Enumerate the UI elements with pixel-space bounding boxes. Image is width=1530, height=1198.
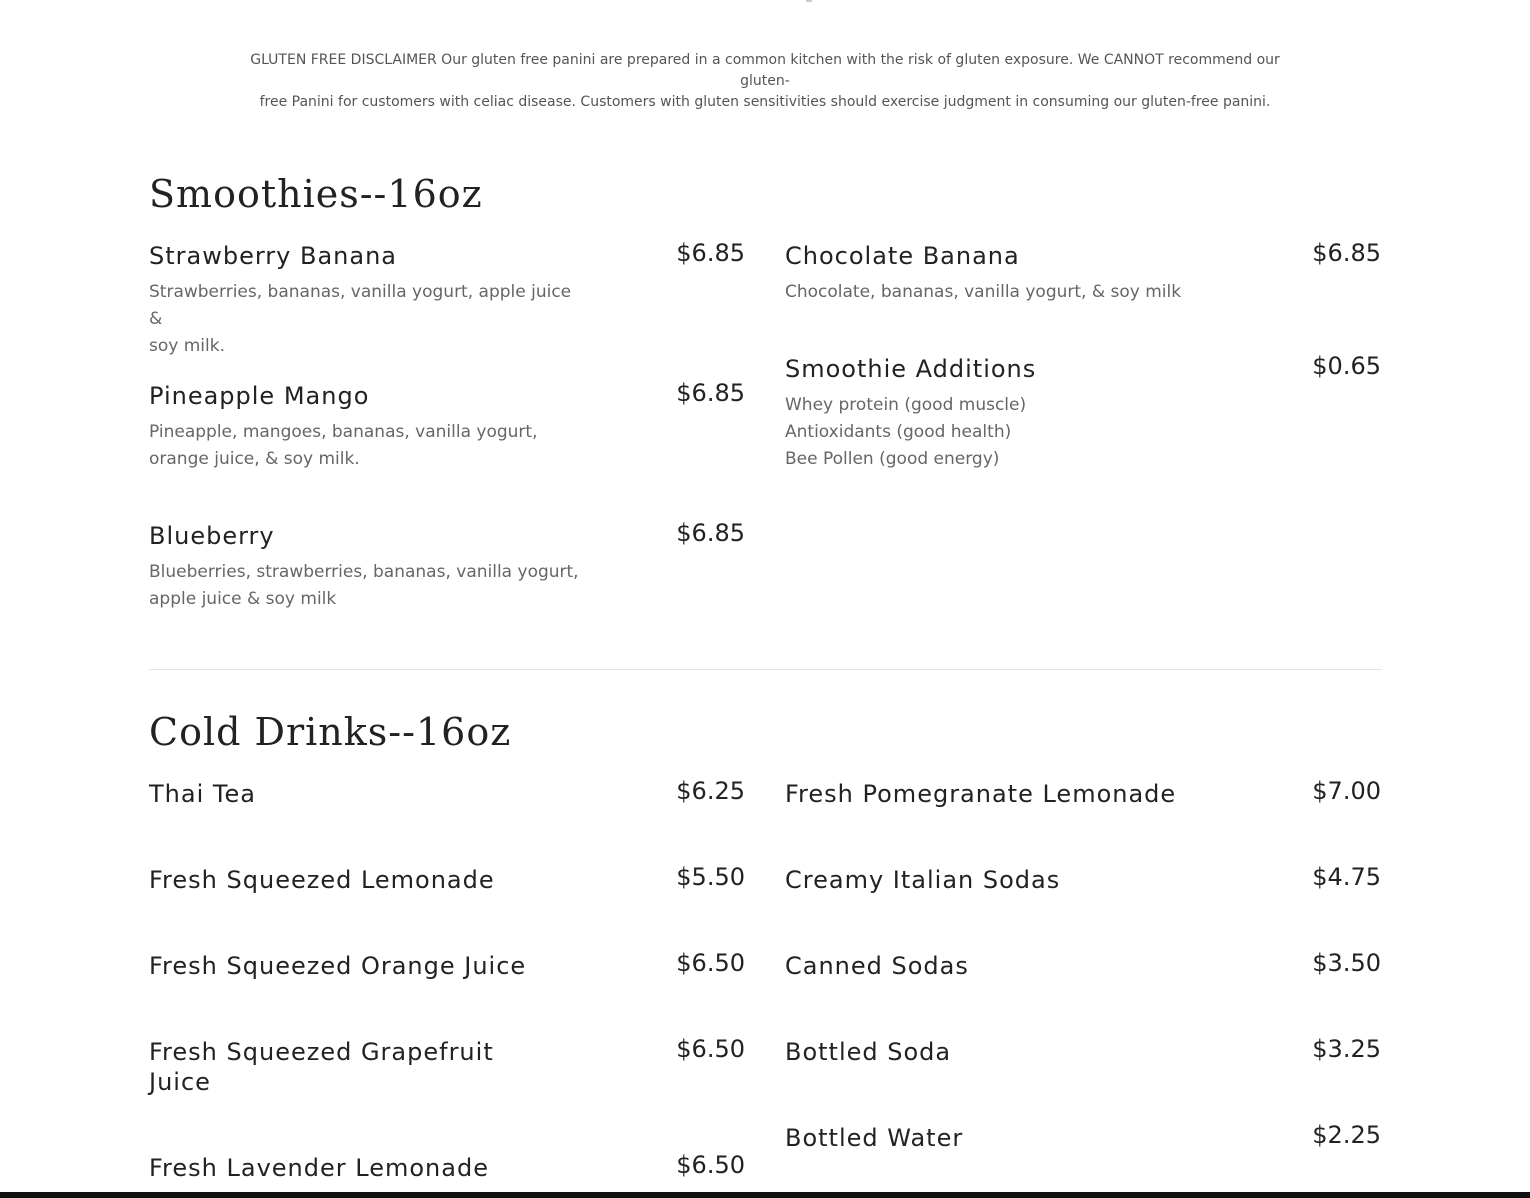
item-price: $6.50 bbox=[676, 1035, 745, 1063]
description-line: orange juice, & soy milk. bbox=[149, 449, 360, 469]
description-line: Bee Pollen (good energy) bbox=[785, 449, 1000, 469]
top-edge-mark bbox=[806, 0, 812, 2]
item-price: $6.85 bbox=[676, 519, 745, 547]
item-description bbox=[149, 279, 589, 360]
description-line: Chocolate, bananas, vanilla yogurt, & soy milk bbox=[785, 282, 1182, 302]
description-line: soy milk. bbox=[149, 336, 225, 356]
item-description bbox=[149, 419, 589, 473]
menu-item-smoothie-additions bbox=[785, 354, 1381, 484]
item-name: Bottled Water bbox=[785, 1124, 964, 1152]
menu-item-blueberry bbox=[149, 521, 745, 621]
menu-item-fresh-pomegranate-lemonade bbox=[785, 779, 1381, 819]
disclaimer-line: GLUTEN FREE DISCLAIMER Our gluten free panini are prepared in a common kitchen with the risk of gluten exposure. We CANNOT recommend our gluten- bbox=[250, 52, 1280, 89]
menu-item-fresh-squeezed-lemonade bbox=[149, 865, 745, 905]
menu-item-canned-sodas bbox=[785, 951, 1381, 991]
smoothies-section-title: Smoothies--16oz bbox=[149, 172, 483, 216]
menu-item-fresh-squeezed-grapefruit-juice bbox=[149, 1037, 745, 1107]
item-name: Creamy Italian Sodas bbox=[785, 866, 1061, 894]
item-price: $3.50 bbox=[1312, 949, 1381, 977]
item-name: Canned Sodas bbox=[785, 952, 969, 980]
item-name: Pineapple Mango bbox=[149, 382, 370, 410]
item-description bbox=[785, 279, 1225, 306]
item-price: $3.25 bbox=[1312, 1035, 1381, 1063]
item-price: $6.85 bbox=[1312, 239, 1381, 267]
menu-item-pineapple-mango bbox=[149, 381, 745, 481]
cold-drinks-section-title: Cold Drinks--16oz bbox=[149, 710, 512, 754]
item-price: $4.75 bbox=[1312, 863, 1381, 891]
item-price: $0.65 bbox=[1312, 352, 1381, 380]
menu-item-creamy-italian-sodas bbox=[785, 865, 1381, 905]
item-price: $7.00 bbox=[1312, 777, 1381, 805]
menu-item-fresh-squeezed-orange-juice bbox=[149, 951, 745, 991]
menu-item-thai-tea bbox=[149, 779, 745, 819]
item-price: $5.50 bbox=[676, 863, 745, 891]
item-name: Fresh Squeezed Orange Juice bbox=[149, 952, 527, 980]
item-price: $6.85 bbox=[676, 379, 745, 407]
section-divider bbox=[149, 669, 1382, 670]
bottom-edge-bar bbox=[0, 1192, 1530, 1198]
item-price: $6.25 bbox=[676, 777, 745, 805]
disclaimer-line: free Panini for customers with celiac disease. Customers with gluten sensitivities should exercise judgment in consuming our gluten-free panini. bbox=[259, 94, 1271, 110]
item-name: Bottled Soda bbox=[785, 1038, 952, 1066]
item-price: $6.85 bbox=[676, 239, 745, 267]
menu-item-bottled-water bbox=[785, 1123, 1381, 1163]
description-line: Pineapple, mangoes, bananas, vanilla yogurt, bbox=[149, 422, 538, 442]
item-name: Fresh Lavender Lemonade bbox=[149, 1154, 489, 1182]
item-name: Fresh Squeezed Lemonade bbox=[149, 866, 495, 894]
item-name: Fresh Squeezed Grapefruit bbox=[149, 1038, 494, 1066]
item-price: $2.25 bbox=[1312, 1121, 1381, 1149]
description-line: Whey protein (good muscle) bbox=[785, 395, 1027, 415]
item-description bbox=[149, 559, 589, 613]
item-name: Thai Tea bbox=[149, 780, 256, 808]
menu-item-bottled-soda bbox=[785, 1037, 1381, 1077]
item-price: $6.50 bbox=[676, 1151, 745, 1179]
item-name: Blueberry bbox=[149, 522, 275, 550]
item-price: $6.50 bbox=[676, 949, 745, 977]
menu-item-strawberry-banana bbox=[149, 239, 745, 356]
item-name: Chocolate Banana bbox=[785, 242, 1020, 270]
menu-item-fresh-lavender-lemonade bbox=[149, 1153, 745, 1191]
item-name: Smoothie Additions bbox=[785, 355, 1037, 383]
item-name: Strawberry Banana bbox=[149, 242, 397, 270]
description-line: Blueberries, strawberries, bananas, vanilla yogurt, bbox=[149, 562, 579, 582]
description-line: Strawberries, bananas, vanilla yogurt, apple juice & bbox=[149, 282, 572, 329]
menu-item-chocolate-banana bbox=[785, 241, 1381, 321]
gluten-free-disclaimer bbox=[240, 50, 1290, 113]
description-line: Antioxidants (good health) bbox=[785, 422, 1012, 442]
item-name-continued: Juice bbox=[149, 1068, 211, 1096]
item-description bbox=[785, 392, 1225, 473]
description-line: apple juice & soy milk bbox=[149, 589, 337, 609]
item-name: Fresh Pomegranate Lemonade bbox=[785, 780, 1177, 808]
